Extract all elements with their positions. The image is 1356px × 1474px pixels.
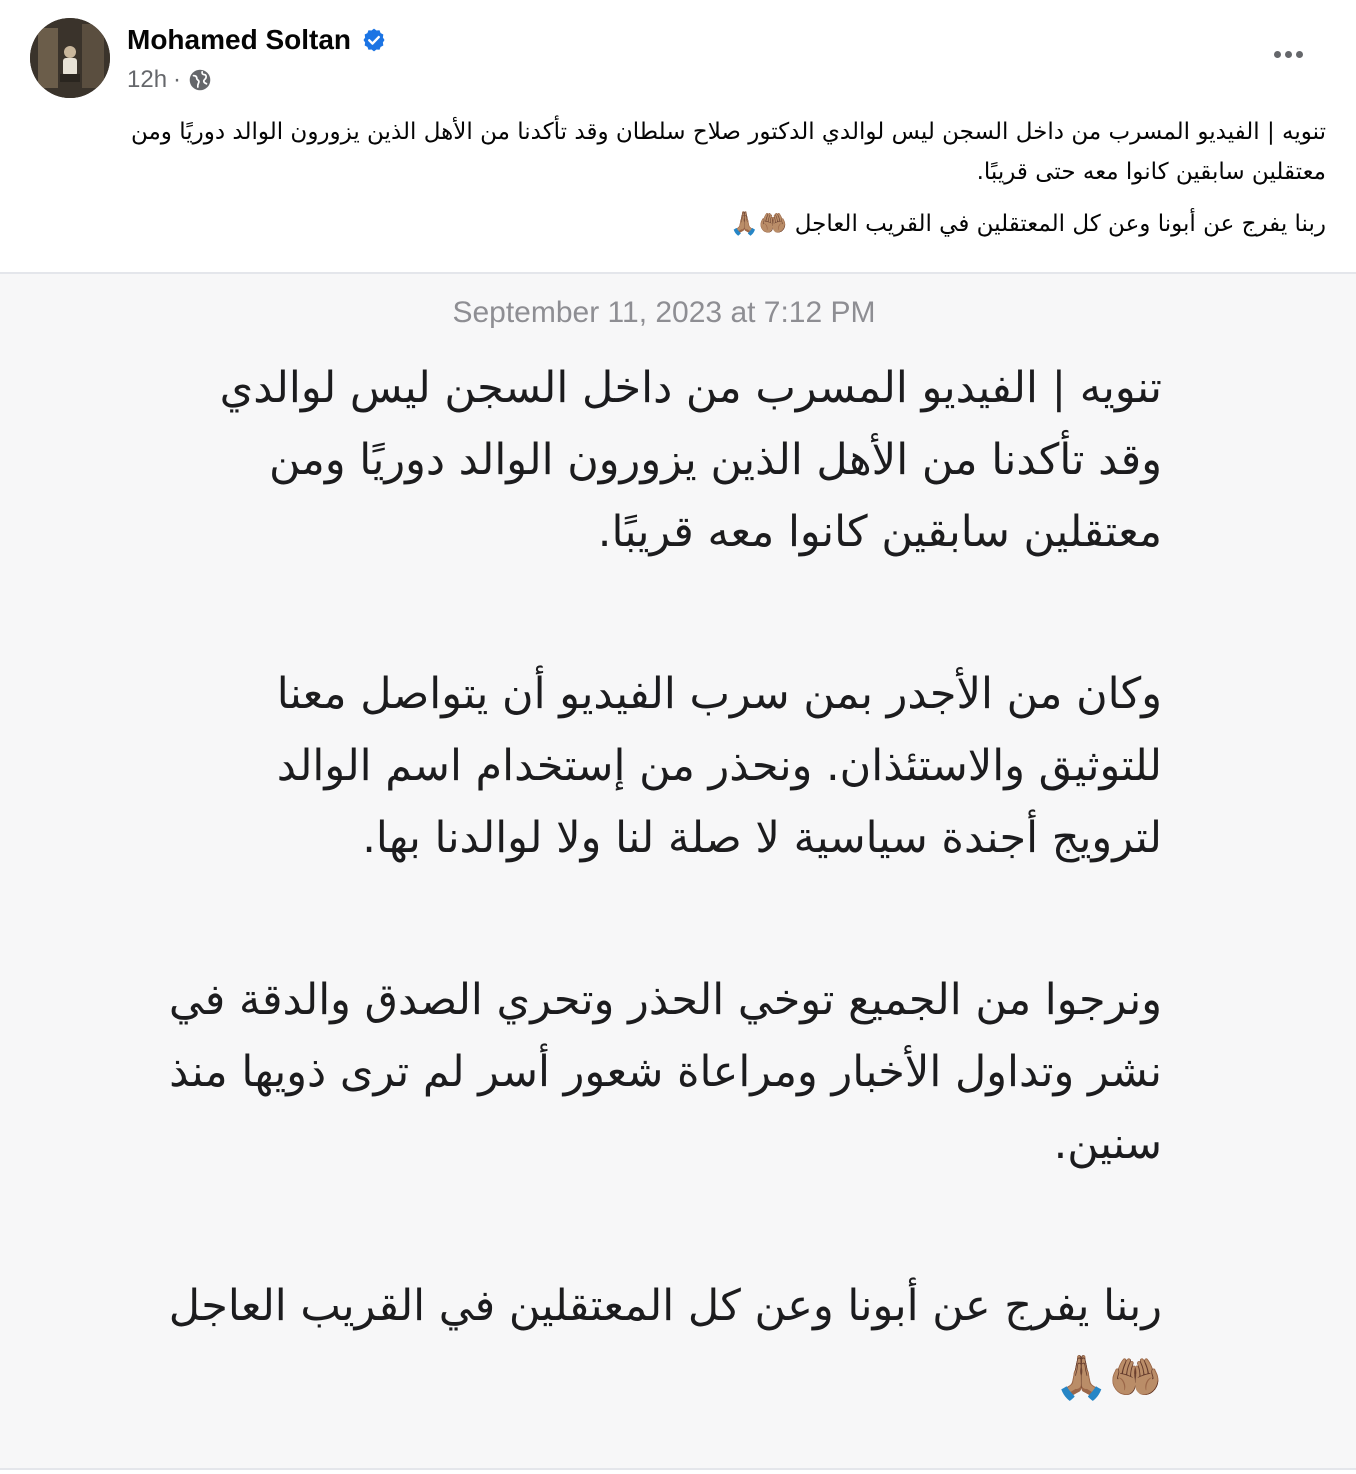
post-image[interactable] xyxy=(0,274,1356,1470)
note-paragraph: ربنا يفرج عن أبونا وعن كل المعتقلين في القريب العاجل 🤲🏽🙏🏽 xyxy=(168,1281,1162,1403)
avatar[interactable] xyxy=(30,18,110,98)
note-paragraph: تنويه | الفيديو المسرب من داخل السجن ليس لوالدي وقد تأكدنا من الأهل الذين يزورون الوالد دوريًا ومن معتقلين سابقين كانوا معه قريبًا. xyxy=(219,363,1162,557)
more-options-icon-dot xyxy=(1285,51,1292,58)
meta-separator: · xyxy=(173,66,182,93)
more-options-icon-dot xyxy=(1274,51,1281,58)
more-options-button[interactable] xyxy=(1266,36,1310,72)
note-paragraph: وكان من الأجدر بمن سرب الفيديو أن يتواصل معنا للتوثيق والاستئذان. ونحذر من إستخدام اسم الوالد لترويج أجندة سياسية لا صلة لنا ولا لوالدنا بها. xyxy=(276,669,1162,863)
post-caption xyxy=(66,112,1326,244)
note-paragraph: ونرجوا من الجميع توخي الحذر وتحري الصدق والدقة في نشر وتداول الأخبار ومراعاة شعور أسر لم ترى ذويها منذ سنين. xyxy=(168,975,1162,1169)
screenshot-date: September 11, 2023 at 7:12 PM xyxy=(452,296,876,329)
author-row xyxy=(127,20,387,60)
caption-paragraph: تنويه | الفيديو المسرب من داخل السجن ليس لوالدي الدكتور صلاح سلطان وقد تأكدنا من الأهل الذين يزورون الوالد دوريًا ومن معتقلين سابقين كانوا معه حتى قريبًا. xyxy=(130,119,1326,185)
caption-paragraph: ربنا يفرج عن أبونا وعن كل المعتقلين في القريب العاجل 🤲🏽🙏🏽 xyxy=(730,211,1326,237)
author-name[interactable]: Mohamed Soltan xyxy=(127,24,352,55)
globe-icon[interactable] xyxy=(187,67,213,93)
screenshot-note-text xyxy=(160,352,1162,1414)
verified-badge-icon xyxy=(361,27,387,53)
more-options-icon-dot xyxy=(1296,51,1303,58)
post-timestamp[interactable]: 12h xyxy=(127,66,168,93)
profile-photo xyxy=(30,18,110,98)
divider xyxy=(0,1468,1356,1470)
post-meta xyxy=(127,64,213,96)
